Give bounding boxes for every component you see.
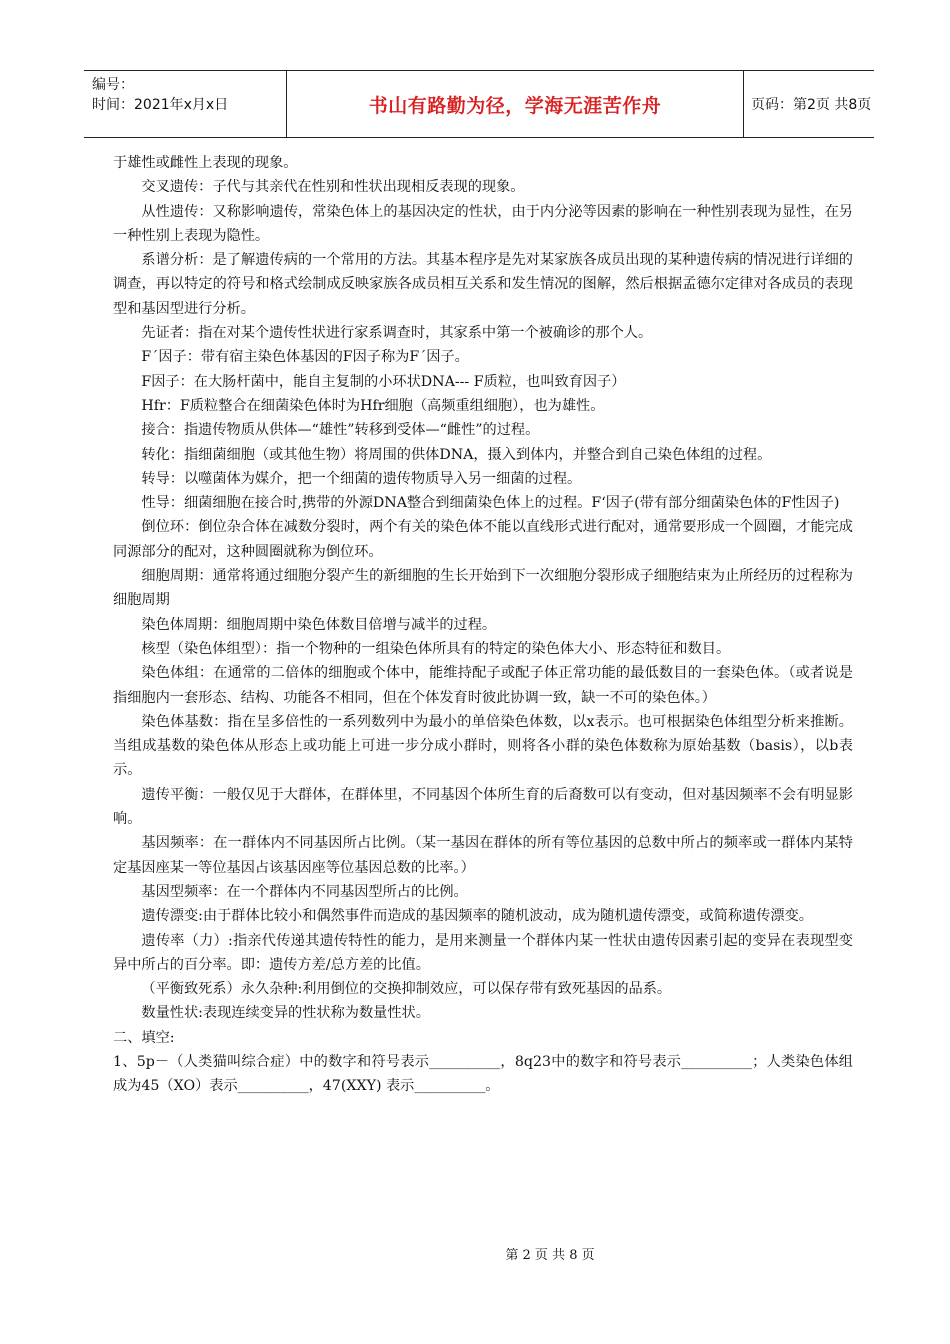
definition-paragraph: 从性遗传：又称影响遗传，常染色体上的基因决定的性状，由于内分泌等因素的影响在一种性别表现为显性，在另一种性别上表现为隐性。 xyxy=(113,203,853,244)
definition-paragraph: Hfr：F质粒整合在细菌染色体时为Hfr细胞（高频重组细胞），也为雄性。 xyxy=(141,397,605,414)
fill-in-question: 1、5p－（人类猫叫综合症）中的数字和符号表示__________，8q23中的数字和符号表示__________；人类染色体组成为45（XO）表示__________，47(XXY) 表示__________。 xyxy=(113,1053,853,1095)
definition-paragraph: 遗传漂变:由于群体比较小和偶然事件而造成的基因频率的随机波动，成为随机遗传漂变，或简称遗传漂变。 xyxy=(141,908,813,925)
definition-paragraph: 系谱分析：是了解遗传病的一个常用的方法。其基本程序是先对某家族各成员出现的某种遗传病的情况进行详细的调查，再以特定的符号和格式绘制成反映家族各成员相互关系和发生情况的图解，然后根据孟德尔定律对各成员的表现型和基因型进行分析。 xyxy=(113,252,853,317)
definition-paragraph: 染色体组：在通常的二倍体的细胞或个体中，能维持配子或配子体正常功能的最低数目的一套染色体。（或者说是指细胞内一套形态、结构、功能各不相同，但在个体发育时彼此协调一致，缺一不可的染色体。） xyxy=(113,665,853,706)
definition-paragraph: （平衡致死系）永久杂种:利用倒位的交换抑制效应，可以保存带有致死基因的品系。 xyxy=(141,981,672,998)
definition-paragraph: 转导：以噬菌体为媒介，把一个细菌的遗传物质导入另一细菌的过程。 xyxy=(141,470,582,487)
definition-paragraph: 倒位环：倒位杂合体在减数分裂时，两个有关的染色体不能以直线形式进行配对，通常要形成一个圆圈，才能完成同源部分的配对，这种圆圈就称为倒位环。 xyxy=(113,519,853,560)
definition-paragraph: 接合：指遗传物质从供体—“雄性”转移到受体—“雌性”的过程。 xyxy=(141,422,540,439)
definition-paragraph: 染色体周期：细胞周期中染色体数目倍增与减半的过程。 xyxy=(141,616,497,633)
header-motto: 书山有路勤为径，学海无涯苦作舟 xyxy=(368,94,662,117)
definition-paragraph: 细胞周期：通常将通过细胞分裂产生的新细胞的生长开始到下一次细胞分裂形成子细胞结束为止所经历的过程称为细胞周期 xyxy=(113,568,853,609)
definition-paragraph: 先证者：指在对某个遗传性状进行家系调查时，其家系中第一个被确诊的那个人。 xyxy=(141,325,653,342)
definition-paragraph: F´因子：带有宿主染色体基因的F因子称为F´因子。 xyxy=(141,349,469,366)
section-heading: 二、填空: xyxy=(113,1029,175,1046)
definition-paragraph: 基因型频率：在一个群体内不同基因型所占的比例。 xyxy=(141,883,468,900)
header-page-box xyxy=(743,71,874,137)
document-number-label: 编号： xyxy=(92,77,134,93)
header-meta xyxy=(84,71,286,137)
definition-paragraph: 遗传率（力）:指亲代传递其遗传特性的能力，是用来测量一个群体内某一性状由遗传因素引起的变异在表现型变异中所占的百分率。即：遗传方差/总方差的比值。 xyxy=(113,932,853,973)
document-date-label: 时间：2021年x月x日 xyxy=(92,97,229,113)
definition-paragraph: 转化：指细菌细胞（或其他生物）将周围的供体DNA，摄入到体内，并整合到自己染色体组的过程。 xyxy=(141,446,772,463)
header-page-number: 页码：第2页 共8页 xyxy=(751,97,872,113)
footer-page-number: 第 2 页 共 8 页 xyxy=(505,1248,595,1263)
page-header xyxy=(84,70,874,138)
definition-paragraph: 性导：细菌细胞在接合时,携带的外源DNA整合到细菌染色体上的过程。F‘因子(带有部分细菌染色体的F性因子) xyxy=(141,495,840,512)
document-body xyxy=(113,151,853,1099)
definition-paragraph: 数量性状:表现连续变异的性状称为数量性状。 xyxy=(141,1005,430,1022)
header-motto-box xyxy=(286,71,744,137)
paragraph-continuation: 于雄性或雌性上表现的现象。 xyxy=(113,155,298,171)
definition-paragraph: 基因频率：在一群体内不同基因所占比例。（某一基因在群体的所有等位基因的总数中所占的频率或一群体内某特定基因座某一等位基因占该基因座等位基因总数的比率。） xyxy=(113,835,853,876)
definition-paragraph: F因子：在大肠杆菌中，能自主复制的小环状DNA--- F质粒，也叫致育因子） xyxy=(141,373,626,390)
definition-paragraph: 核型（染色体组型）：指一个物种的一组染色体所具有的特定的染色体大小、形态特征和数目。 xyxy=(141,640,731,657)
definition-paragraph: 染色体基数：指在呈多倍性的一系列数列中为最小的单倍染色体数，以x表示。也可根据染色体组型分析来推断。当组成基数的染色体从形态上或功能上可进一步分成小群时，则将各小群的染色体数称为原始基数（basis），以b表示。 xyxy=(113,713,853,779)
definition-paragraph: 交叉遗传：子代与其亲代在性别和性状出现相反表现的现象。 xyxy=(141,179,525,196)
page-footer xyxy=(0,1244,950,1263)
definition-paragraph: 遗传平衡：一般仅见于大群体，在群体里，不同基因个体所生育的后裔数可以有变动，但对基因频率不会有明显影响。 xyxy=(113,786,853,828)
